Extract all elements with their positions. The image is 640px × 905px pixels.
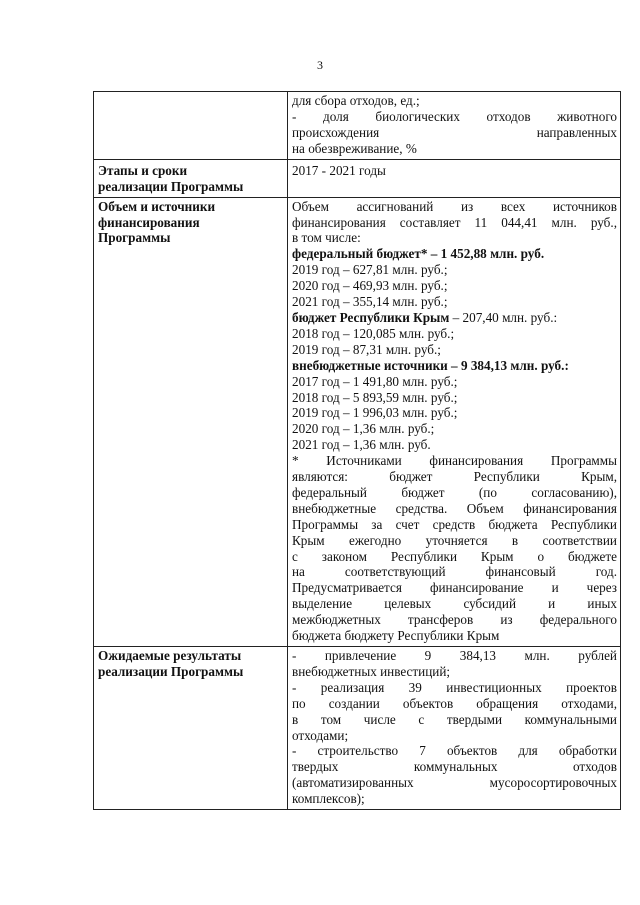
extrabudget-2021: 2021 год – 1,36 млн. руб. xyxy=(292,437,431,453)
text-line: внебюджетных инвестиций; xyxy=(292,663,451,679)
text-line: на обезвреживание, % xyxy=(292,140,417,156)
crimea-budget-heading-bold: бюджет Республики Крым xyxy=(292,309,450,325)
text-line: Предусматривается финансирование и через xyxy=(292,580,617,596)
text-line: межбюджетных трансферов из федерального xyxy=(292,612,617,628)
table-row xyxy=(94,92,621,160)
text-line: происхождения направленных xyxy=(292,124,617,140)
row-content-stages xyxy=(288,159,621,197)
text-line: Программы за счет средств бюджета Республики xyxy=(292,516,617,532)
text-line: выделение целевых субсидий и иных xyxy=(292,596,617,612)
financing-intro: Объем ассигнований из всех источников xyxy=(292,198,617,214)
row-content-results xyxy=(288,647,621,810)
text-line: * Источниками финансирования Программы xyxy=(292,453,617,469)
row-content-indicators xyxy=(288,92,621,160)
text-line: на соответствующий финансовый год. xyxy=(292,564,617,580)
text-line: федеральный бюджет (по согласованию), xyxy=(292,484,617,500)
label-line: Программы xyxy=(98,230,171,246)
table-row xyxy=(94,197,621,646)
row-label-results xyxy=(94,647,288,810)
extrabudget-2017: 2017 год – 1 491,80 млн. руб.; xyxy=(292,373,458,389)
label-line: Ожидаемые результаты xyxy=(98,648,242,663)
text-line: (автоматизированных мусоросортировочных xyxy=(292,775,617,791)
row-content-financing xyxy=(288,197,621,646)
label-line: реализации Программы xyxy=(98,663,244,679)
financing-intro: в том числе: xyxy=(292,230,361,246)
crimea-budget-heading xyxy=(292,310,617,326)
text-line: внебюджетные средства. Объем финансирования xyxy=(292,500,617,516)
label-line: Этапы и сроки xyxy=(98,162,188,178)
financing-note xyxy=(292,453,617,644)
extrabudget-2018: 2018 год – 5 893,59 млн. руб.; xyxy=(292,389,458,405)
text-line: для сбора отходов, ед.; xyxy=(292,93,420,108)
federal-2021: 2021 год – 355,14 млн. руб.; xyxy=(292,294,448,310)
federal-2019: 2019 год – 627,81 млн. руб.; xyxy=(292,262,448,278)
row-label-empty xyxy=(94,92,288,160)
indicator-lines xyxy=(292,93,617,157)
extrabudget-2019: 2019 год – 1 996,03 млн. руб.; xyxy=(292,405,458,421)
label-line: финансирования xyxy=(98,214,200,230)
stages-value: 2017 - 2021 годы xyxy=(292,162,386,178)
text-line: - привлечение 9 384,13 млн. рублей xyxy=(292,648,617,663)
row-label-financing xyxy=(94,197,288,646)
crimea-2018: 2018 год – 120,085 млн. руб.; xyxy=(292,325,455,341)
extrabudget-heading: внебюджетные источники – 9 384,13 млн. руб.: xyxy=(292,357,569,373)
text-line: комплексов); xyxy=(292,791,365,807)
text-line: бюджета бюджету Республики Крым xyxy=(292,628,500,644)
table-row xyxy=(94,159,621,197)
federal-2020: 2020 год – 469,93 млн. руб.; xyxy=(292,278,448,294)
results-lines xyxy=(292,648,617,807)
financing-intro: финансирования составляет 11 044,41 млн. руб., xyxy=(292,214,617,230)
text-line: - строительство 7 объектов для обработки xyxy=(292,743,617,759)
crimea-budget-heading-amount: – 207,40 млн. руб.: xyxy=(449,309,558,325)
text-line: - доля биологических отходов животного xyxy=(292,108,617,124)
text-line: в том числе с твердыми коммунальными xyxy=(292,711,617,727)
text-line: - реализация 39 инвестиционных проектов xyxy=(292,679,617,695)
table-row xyxy=(94,647,621,810)
program-passport-table xyxy=(93,91,621,810)
page-number: 3 xyxy=(317,58,323,72)
text-line: являются: бюджет Республики Крым, xyxy=(292,469,617,485)
federal-budget-heading: федеральный бюджет* – 1 452,88 млн. руб. xyxy=(292,246,545,262)
text-line: твердых коммунальных отходов xyxy=(292,759,617,775)
text-line: с законом Республики Крым о бюджете xyxy=(292,548,617,564)
text-line: Крым ежегодно уточняется в соответствии xyxy=(292,532,617,548)
text-line: отходами; xyxy=(292,727,349,743)
extrabudget-2020: 2020 год – 1,36 млн. руб.; xyxy=(292,421,435,437)
label-line: Объем и источники xyxy=(98,198,216,214)
label-line: реализации Программы xyxy=(98,178,244,194)
row-label-stages xyxy=(94,159,288,197)
crimea-2019: 2019 год – 87,31 млн. руб.; xyxy=(292,341,441,357)
text-line: по создании объектов обращения отходами, xyxy=(292,695,617,711)
